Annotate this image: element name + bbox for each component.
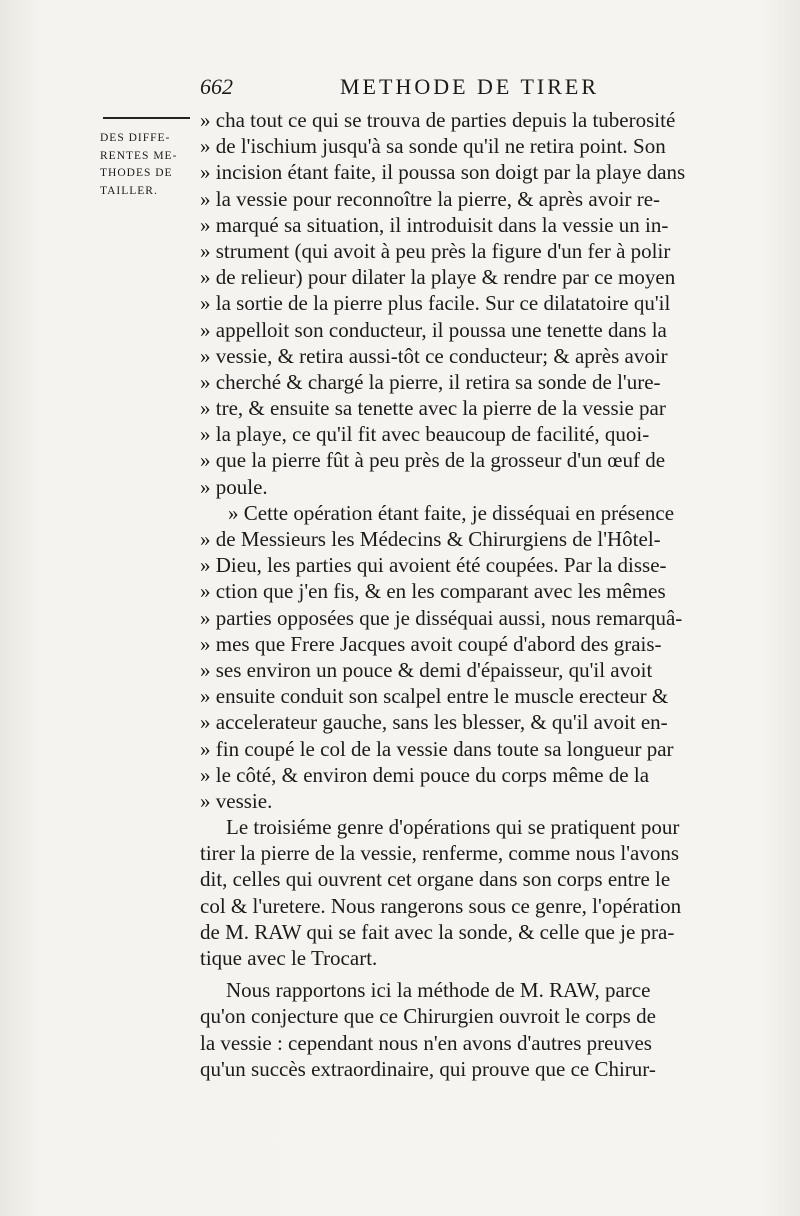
text-line: » cha tout ce qui se trouva de parties depuis la tuberosité (200, 108, 676, 132)
text-line: » incision étant faite, il poussa son doigt par la playe dans (200, 160, 686, 185)
text-line: » Cette opération étant faite, je disséquai en présence (228, 500, 675, 525)
margin-note-line: DES DIFFE- (100, 132, 171, 144)
page-header (200, 74, 630, 104)
text-line: » marqué sa situation, il introduisit dans la vessie un in- (200, 212, 669, 237)
text-line: qu'un succès extraordinaire, qui prouve que ce Chirur- (200, 1056, 656, 1081)
margin-note-line: RENTES ME- (100, 149, 178, 162)
text-line: la vessie : cependant nous n'en avons d'autres preuves (200, 1030, 652, 1055)
text-line: » tre, & ensuite sa tenette avec la pierre de la vessie par (200, 396, 666, 421)
text-line: Nous rapportons ici la méthode de M. RAW, parce (226, 978, 651, 1003)
text-line: col & l'uretere. Nous rangerons sous ce genre, l'opération (200, 893, 682, 918)
text-line: » ction que j'en fis, & en les comparant avec les mêmes (200, 579, 666, 604)
text-line: » le côté, & environ demi pouce du corps même de la (200, 762, 650, 787)
text-line: » la sortie de la pierre plus facile. Sur ce dilatatoire qu'il (200, 291, 671, 316)
page-number: 662 (200, 74, 233, 99)
text-line: » mes que Frere Jacques avoit coupé d'abord des grais- (200, 631, 662, 656)
text-line: Le troisiéme genre d'opérations qui se pratiquent pour (226, 815, 680, 840)
text-line: » strument (qui avoit à peu près la figure d'un fer à polir (200, 238, 671, 263)
body-text (200, 107, 760, 1082)
margin-note-line: TAILLER. (100, 184, 158, 197)
text-line: » de l'ischium jusqu'à sa sonde qu'il ne retira point. Son (200, 134, 666, 159)
text-line: » cherché & chargé la pierre, il retira sa sonde de l'ure- (200, 369, 661, 394)
text-line: » Dieu, les parties qui avoient été coupées. Par la disse- (200, 553, 667, 578)
text-line: qu'on conjecture que ce Chirurgien ouvroit le corps de (200, 1004, 656, 1029)
text-line: » vessie. (200, 788, 273, 813)
text-line: » vessie, & retira aussi-tôt ce conducteur; & après avoir (200, 343, 668, 368)
text-line: » fin coupé le col de la vessie dans toute sa longueur par (200, 736, 674, 761)
text-line: tique avec le Trocart. (200, 946, 378, 970)
text-line: » que la pierre fût à peu près de la grosseur d'un œuf de (200, 448, 666, 473)
text-line: » parties opposées que je disséquai aussi, nous remarquâ- (200, 605, 683, 630)
text-line: » ensuite conduit son scalpel entre le muscle erecteur & (200, 684, 669, 709)
text-line: » accelerateur gauche, sans les blesser, & qu'il avoit en- (200, 710, 668, 735)
running-title: METHODE DE TIRER (340, 74, 600, 99)
text-line: » la vessie pour reconnoître la pierre, & après avoir re- (200, 186, 661, 211)
margin-note-line: THODES DE (100, 167, 173, 179)
text-line: de M. RAW qui se fait avec la sonde, & celle que je pra- (200, 919, 675, 944)
text-line: tirer la pierre de la vessie, renferme, comme nous l'avons (200, 841, 680, 866)
text-line: » ses environ un pouce & demi d'épaisseur, qu'il avoit (200, 657, 653, 682)
text-line: » de relieur) pour dilater la playe & rendre par ce moyen (200, 265, 676, 290)
text-line: » appelloit son conducteur, il poussa une tenette dans la (200, 317, 667, 342)
text-line: » poule. (200, 474, 268, 499)
text-line: dit, celles qui ouvrent cet organe dans son corps entre le (200, 867, 671, 892)
margin-note (100, 130, 196, 200)
text-line: » la playe, ce qu'il fit avec beaucoup de facilité, quoi- (200, 422, 650, 447)
margin-rule (103, 117, 190, 119)
text-line: » de Messieurs les Médecins & Chirurgiens de l'Hôtel- (200, 527, 661, 551)
